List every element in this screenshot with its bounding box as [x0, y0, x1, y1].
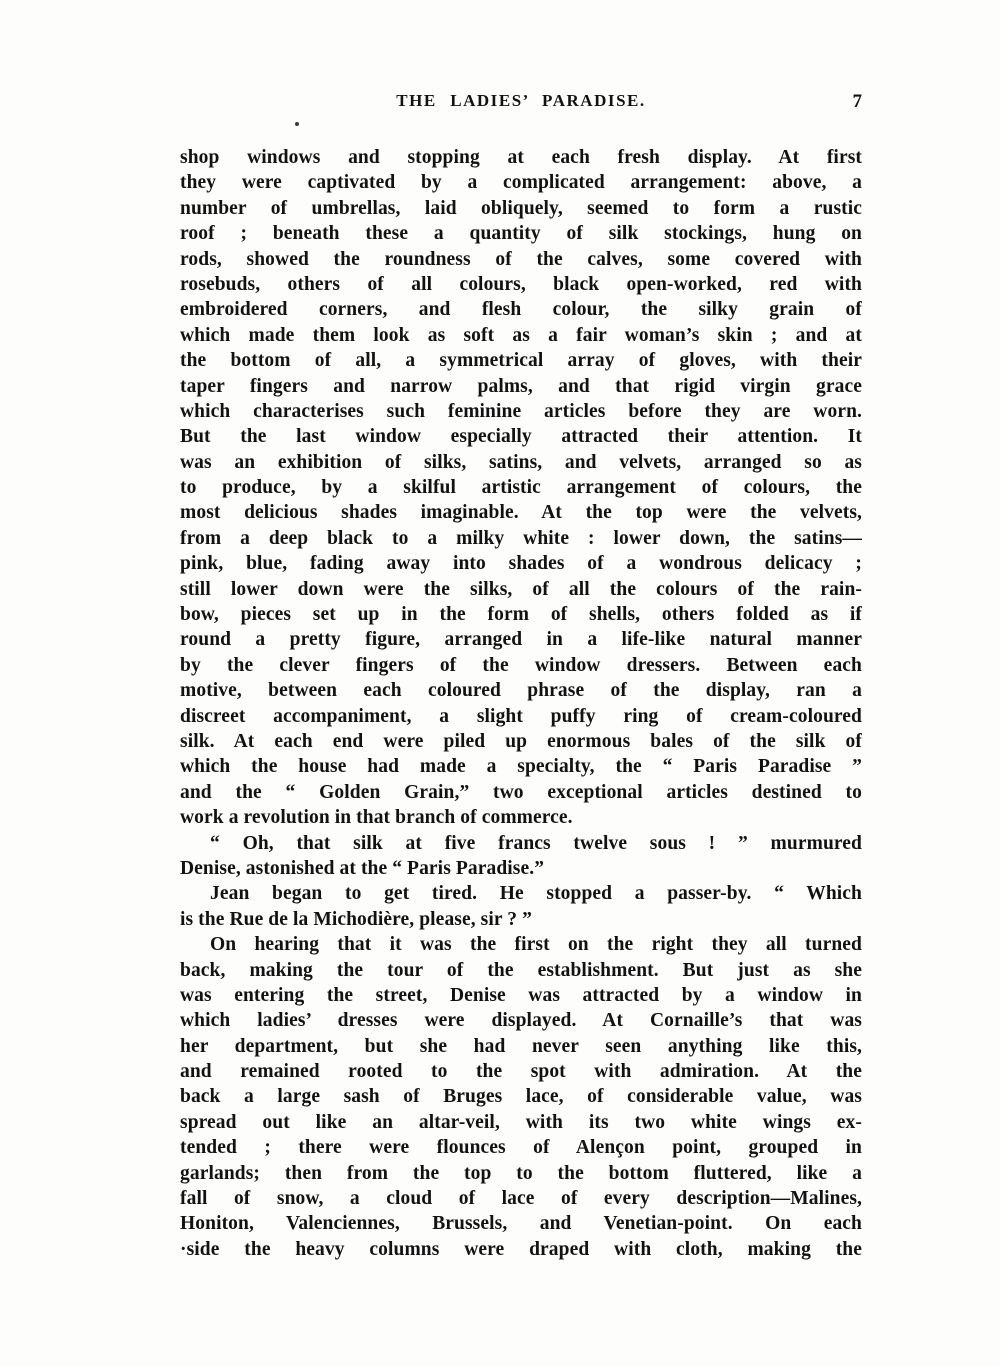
- text-line: ·side the heavy columns were draped with cloth, making the: [180, 1238, 862, 1260]
- text-line: On hearing that it was the first on the right they all turned: [210, 934, 862, 956]
- text-line: was entering the street, Denise was attracted by a window in: [180, 984, 862, 1006]
- text-line: the bottom of all, a symmetrical array of gloves, with their: [180, 350, 862, 372]
- running-header-title: THE LADIES’ PARADISE.: [396, 91, 646, 110]
- text-line: silk. At each end were piled up enormous bales of the silk of: [180, 730, 862, 752]
- text-line: which made them look as soft as a fair woman’s skin ; and at: [180, 324, 862, 346]
- text-line: and the “ Golden Grain,” two exceptional articles destined to: [180, 781, 862, 803]
- text-line: to produce, by a skilful artistic arrangement of colours, the: [180, 477, 862, 499]
- text-line: fall of snow, a cloud of lace of every description—Malines,: [180, 1188, 862, 1210]
- text-line: most delicious shades imaginable. At the top were the velvets,: [180, 502, 862, 524]
- text-line: But the last window especially attracted their attention. It: [180, 426, 862, 448]
- text-line: work a revolution in that branch of commerce.: [180, 807, 573, 829]
- text-line: and remained rooted to the spot with admiration. At the: [180, 1061, 862, 1083]
- page-number: 7: [852, 91, 862, 112]
- text-line: number of umbrellas, laid obliquely, seemed to form a rustic: [180, 197, 862, 219]
- text-line: pink, blue, fading away into shades of a wondrous delicacy ;: [180, 553, 862, 575]
- text-line: still lower down were the silks, of all the colours of the rain-: [180, 578, 862, 600]
- text-line: which ladies’ dresses were displayed. At Cornaille’s that was: [180, 1010, 862, 1032]
- text-line: which the house had made a specialty, the “ Paris Paradise ”: [180, 756, 862, 778]
- text-line: was an exhibition of silks, satins, and velvets, arranged so as: [180, 451, 862, 473]
- text-line: garlands; then from the top to the bottom fluttered, like a: [180, 1162, 862, 1184]
- text-line: spread out like an altar-veil, with its two white wings ex-: [180, 1111, 862, 1133]
- text-line: roof ; beneath these a quantity of silk stockings, hung on: [180, 223, 862, 245]
- text-line: back, making the tour of the establishment. But just as she: [180, 959, 862, 981]
- text-line: shop windows and stopping at each fresh display. At first: [180, 147, 862, 168]
- text-line: round a pretty figure, arranged in a life-like natural manner: [180, 629, 862, 651]
- text-line: is the Rue de la Michodière, please, sir ? ”: [180, 908, 532, 930]
- text-line: “ Oh, that silk at five francs twelve sous ! ” murmured: [210, 832, 862, 854]
- text-line: they were captivated by a complicated arrangement: above, a: [180, 172, 862, 194]
- text-line: which characterises such feminine articles before they are worn.: [180, 400, 862, 422]
- text-line: her department, but she had never seen anything like this,: [180, 1035, 862, 1057]
- page-text: [180, 145, 862, 1262]
- text-line: rosebuds, others of all colours, black open-worked, red with: [180, 273, 862, 295]
- text-line: taper fingers and narrow palms, and that rigid virgin grace: [180, 375, 862, 397]
- text-line: Honiton, Valenciennes, Brussels, and Venetian-point. On each: [180, 1213, 862, 1235]
- text-line: tended ; there were flounces of Alençon point, grouped in: [180, 1137, 862, 1159]
- text-line: embroidered corners, and flesh colour, the silky grain of: [180, 299, 862, 321]
- running-header: [180, 91, 862, 113]
- text-line: rods, showed the roundness of the calves, some covered with: [180, 248, 862, 270]
- text-line: motive, between each coloured phrase of the display, ran a: [180, 680, 862, 702]
- text-line: from a deep black to a milky white : lower down, the satins—: [180, 527, 862, 549]
- text-line: discreet accompaniment, a slight puffy ring of cream-coloured: [180, 705, 862, 727]
- text-line: bow, pieces set up in the form of shells, others folded as if: [180, 604, 862, 626]
- text-line: Jean began to get tired. He stopped a passer-by. “ Which: [210, 883, 862, 905]
- text-line: by the clever fingers of the window dressers. Between each: [180, 654, 862, 676]
- scan-speck-artifact: [295, 122, 299, 126]
- text-line: Denise, astonished at the “ Paris Paradise.”: [180, 857, 545, 879]
- text-line: back a large sash of Bruges lace, of considerable value, was: [180, 1086, 862, 1108]
